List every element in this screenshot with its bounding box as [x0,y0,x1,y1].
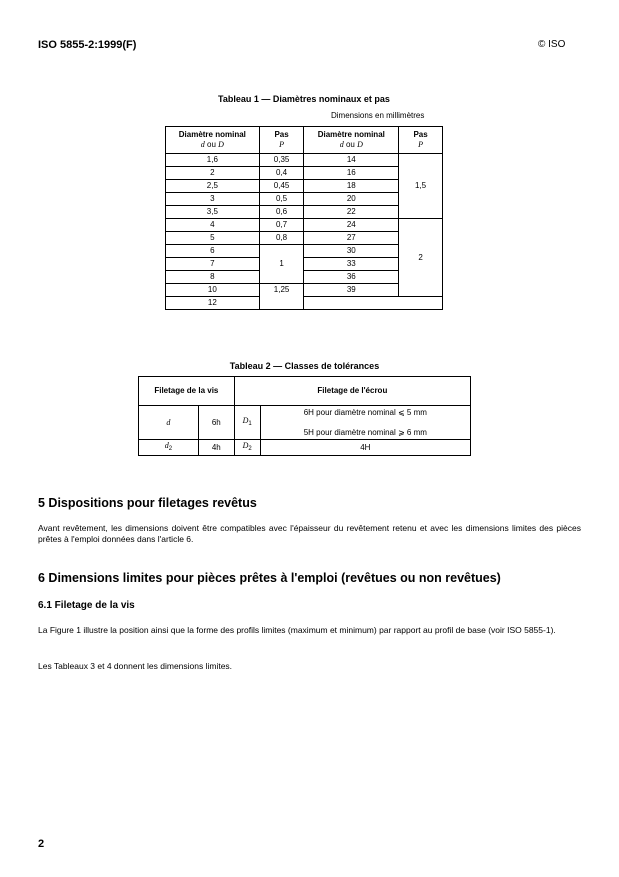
section61-paragraph: La Figure 1 illustre la position ainsi que la forme des profils limites (maximum et minimum) par rapport au profil de base (voir ISO 5855-1). [38,625,556,635]
cell-diameter: 2,5 [166,180,260,193]
cell-diameter: 14 [304,154,399,167]
table1-head-pitch-left: Pas P [259,127,304,154]
cell-diameter: 1,6 [166,154,260,167]
copyright: © ISO [538,39,566,50]
section6-heading: 6 Dimensions limites pour pièces prêtes à l'emploi (revêtues ou non revêtues) [38,571,501,585]
table2-header-row [139,377,471,406]
cell-class: 4h [198,440,234,456]
cell-pitch: 0,35 [259,154,304,167]
table1-head-diameter-left: Diamètre nominal d ou D [166,127,260,154]
table2-head-nut: Filetage de l'écrou [234,377,470,406]
cell-diameter: 6 [166,245,260,258]
section61-paragraph-2: Les Tableaux 3 et 4 donnent les dimensions limites. [38,661,233,671]
cell-symbol: $d_2$ [139,440,199,456]
cell-pitch-merged: 1 [259,245,304,284]
table2 [138,376,471,456]
table-row [166,219,443,232]
cell-diameter: 30 [304,245,399,258]
cell-pitch: 0,45 [259,180,304,193]
table1-head-pitch-right: Pas P [399,127,443,154]
table-row [166,154,443,167]
section61-heading: 6.1 Filetage de la vis [38,600,135,611]
cell-pitch: 0,7 [259,219,304,232]
section5-heading: 5 Dispositions pour filetages revêtus [38,496,257,510]
cell-diameter: 18 [304,180,399,193]
cell-diameter: 2 [166,167,260,180]
cell-diameter: 10 [166,284,260,297]
cell-symbol: $D_2$ [234,440,260,456]
cell-pitch: 0,5 [259,193,304,206]
cell-diameter: 33 [304,258,399,271]
cell-pitch: 0,8 [259,232,304,245]
table2-caption: Tableau 2 — Classes de tolérances [229,361,380,371]
document-id: ISO 5855-2:1999(F) [38,39,137,51]
cell-pitch: 0,4 [259,167,304,180]
cell-pitch: 0,6 [259,206,304,219]
cell-diameter: 39 [304,284,399,297]
cell-diameter: 5 [166,232,260,245]
table-row [139,440,471,456]
cell-pitch-merged: 1,25 [259,284,304,310]
page-number: 2 [38,838,45,850]
table-row [139,406,471,440]
cell-diameter: 22 [304,206,399,219]
cell-symbol: $D_1$ [234,406,260,440]
table1-header-row [166,127,443,154]
table1 [165,126,443,310]
cell-diameter: 3,5 [166,206,260,219]
cell-class: 6H pour diamètre nominal ⩽ 5 mm 5H pour diamètre nominal ⩾ 6 mm [260,406,470,440]
cell-diameter: 8 [166,271,260,284]
table1-head-diameter-right: Diamètre nominal d ou D [304,127,399,154]
cell-pitch-merged: 2 [399,219,443,297]
cell-pitch-merged: 1,5 [399,154,443,219]
cell-diameter: 12 [166,297,260,310]
cell-diameter: 20 [304,193,399,206]
cell-diameter: 16 [304,167,399,180]
cell-diameter: 27 [304,232,399,245]
cell-class: 6h [198,406,234,440]
table1-caption: Tableau 1 — Diamètres nominaux et pas [218,94,390,104]
cell-diameter: 4 [166,219,260,232]
table-row [166,297,443,310]
table2-head-screw: Filetage de la vis [139,377,235,406]
cell-empty [304,297,443,310]
cell-symbol: d [139,406,199,440]
cell-diameter: 24 [304,219,399,232]
cell-class: 4H [260,440,470,456]
cell-diameter: 3 [166,193,260,206]
section5-paragraph: Avant revêtement, les dimensions doivent être compatibles avec l'épaisseur du revêtement retenu et avec les dimensions limites des pièces prêtes à l'emploi données dans l'article 6. [38,523,581,544]
cell-diameter: 36 [304,271,399,284]
cell-diameter: 7 [166,258,260,271]
table1-dimensions-note: Dimensions en millimètres [331,111,425,120]
